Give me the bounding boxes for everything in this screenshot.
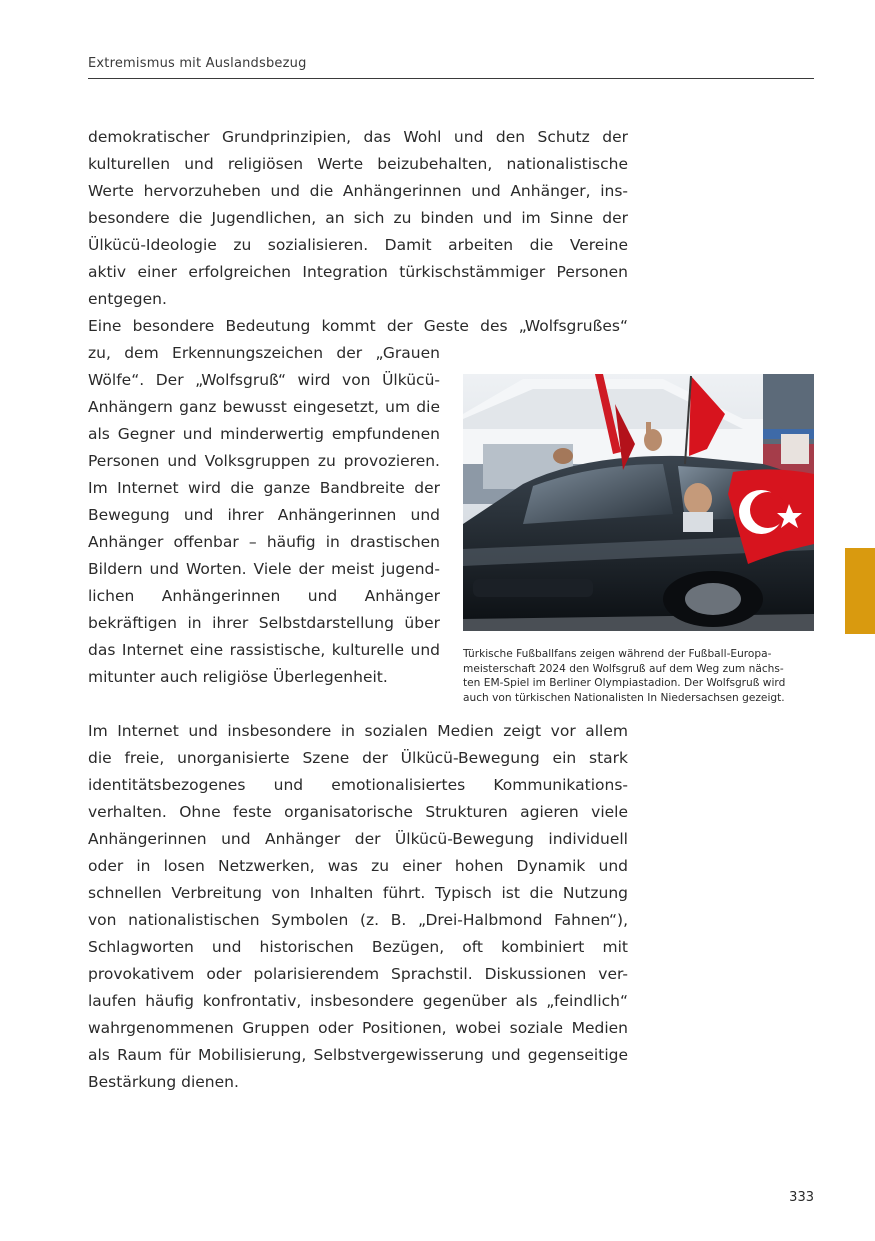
text-line: Schlagworten und historischen Bezügen, oft kombiniert mit — [88, 938, 628, 956]
text-line: besondere die Jugendlichen, an sich zu binden und im Sinne der — [88, 209, 628, 227]
text-line: Personen und Volksgruppen zu provozieren. — [88, 452, 440, 470]
paragraph-2 — [88, 340, 440, 691]
text-line: die freie, unorganisierte Szene der Ülkücü-Bewegung ein stark — [88, 749, 628, 767]
text-line: Ülkücü-Ideologie zu sozialisieren. Damit arbeiten die Vereine — [88, 236, 628, 254]
photo-football-fans-car — [463, 374, 814, 631]
text-line: aktiv einer erfolgreichen Integration türkischstämmiger Personen — [88, 263, 628, 281]
text-line: verhalten. Ohne feste organisatorische Strukturen agieren viele — [88, 803, 628, 821]
text-line: lichen Anhängerinnen und Anhänger — [88, 587, 440, 605]
text-line: als Raum für Mobilisierung, Selbstvergewisserung und gegenseitige — [88, 1046, 628, 1064]
text-line: als Gegner und minderwertig empfundenen — [88, 425, 440, 443]
text-line: Im Internet wird die ganze Bandbreite der — [88, 479, 440, 497]
text-line: Anhänger offenbar – häufig in drastischen — [88, 533, 440, 551]
text-line: wahrgenommenen Gruppen oder Positionen, wobei soziale Medien — [88, 1019, 628, 1037]
page-number: 333 — [789, 1190, 814, 1205]
text-line: demokratischer Grundprinzipien, das Wohl und den Schutz der — [88, 128, 628, 146]
text-line: mitunter auch religiöse Überlegenheit. — [88, 668, 388, 686]
text-line: Wölfe“. Der „Wolfsgruß“ wird von Ülkücü- — [88, 371, 440, 389]
text-line: Anhängern ganz bewusst eingesetzt, um die — [88, 398, 440, 416]
caption-line: meisterschaft 2024 den Wolfsgruß auf dem Weg zum nächs- — [463, 662, 784, 675]
text-line: Eine besondere Bedeutung kommt der Geste des „Wolfsgrußes“ — [88, 317, 628, 335]
header-rule — [88, 78, 814, 79]
running-header: Extremismus mit Auslandsbezug — [88, 56, 307, 71]
text-line: kulturellen und religiösen Werte beizubehalten, nationalistische — [88, 155, 628, 173]
chapter-side-tab — [845, 548, 875, 634]
text-line: zu, dem Erkennungszeichen der „Grauen — [88, 344, 440, 362]
caption-line: auch von türkischen Nationalisten In Niedersachsen gezeigt. — [463, 691, 785, 704]
text-line: das Internet eine rassistische, kulturelle und — [88, 641, 440, 659]
text-line: provokativem oder polarisierendem Sprachstil. Diskussionen ver- — [88, 965, 628, 983]
caption-line: Türkische Fußballfans zeigen während der Fußball-Europa- — [463, 648, 772, 660]
text-line: Bildern und Worten. Viele der meist jugend- — [88, 560, 440, 578]
paragraph-1 — [88, 124, 628, 340]
figure-caption — [463, 647, 818, 705]
text-line: Bestärkung dienen. — [88, 1073, 239, 1091]
text-line: bekräftigen in ihrer Selbstdarstellung über — [88, 614, 440, 632]
text-line: identitätsbezogenes und emotionalisiertes Kommunikations- — [88, 776, 628, 794]
text-line: Werte hervorzuheben und die Anhängerinnen und Anhänger, ins- — [88, 182, 628, 200]
text-line: Anhängerinnen und Anhänger der Ülkücü-Bewegung individuell — [88, 830, 628, 848]
text-line: schnellen Verbreitung von Inhalten führt. Typisch ist die Nutzung — [88, 884, 628, 902]
text-line: laufen häufig konfrontativ, insbesondere gegenüber als „feindlich“ — [88, 992, 628, 1010]
text-line: von nationalistischen Symbolen (z. B. „Drei-Halbmond Fahnen“), — [88, 911, 628, 929]
text-line: oder in losen Netzwerken, was zu einer hohen Dynamik und — [88, 857, 628, 875]
caption-line: ten EM-Spiel im Berliner Olympiastadion. Der Wolfsgruß wird — [463, 677, 786, 690]
text-line: entgegen. — [88, 290, 167, 308]
text-line: Im Internet und insbesondere in sozialen Medien zeigt vor allem — [88, 722, 628, 740]
text-line: Bewegung und ihrer Anhängerinnen und — [88, 506, 440, 524]
paragraph-3 — [88, 718, 628, 1096]
